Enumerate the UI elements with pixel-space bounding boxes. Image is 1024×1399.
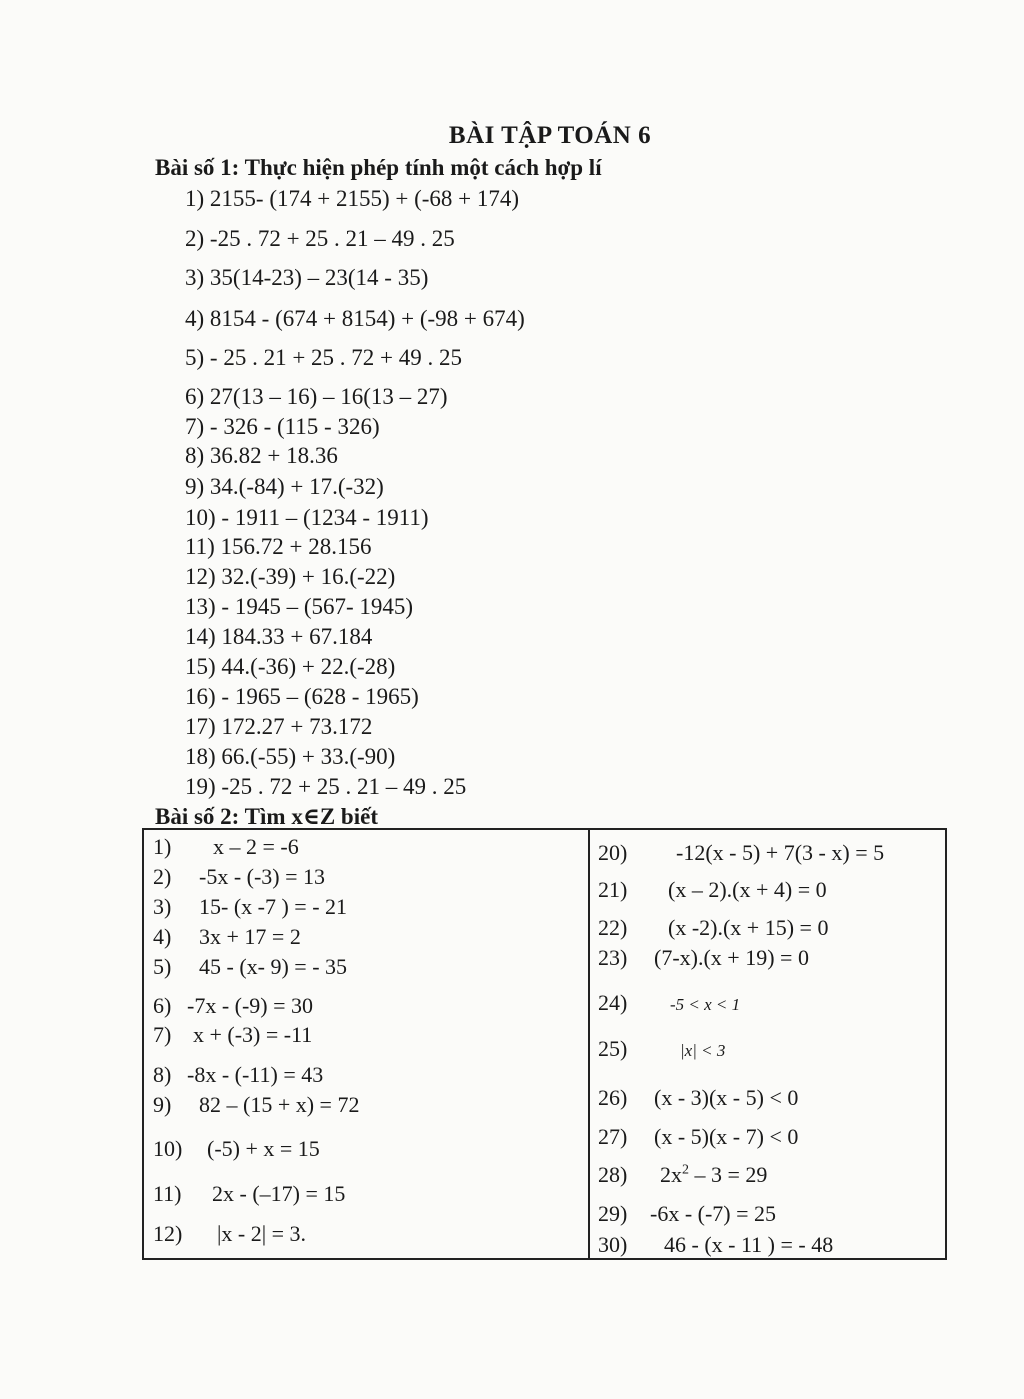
equation-number: 1) — [153, 834, 172, 859]
exponent: 2 — [682, 1162, 689, 1178]
equation-number: 27) — [598, 1124, 628, 1149]
equation-number: 3) — [153, 894, 172, 919]
equation-expression — [660, 1162, 767, 1187]
equation-row — [598, 1124, 798, 1150]
equation-expression: 46 - (x - 11 ) = - 48 — [664, 1232, 834, 1257]
equation-expression: x + (-3) = -11 — [193, 1022, 313, 1047]
equation-number: 5) — [153, 954, 172, 979]
equation-row — [153, 1136, 320, 1162]
exercise1-item: 10) - 1911 – (1234 - 1911) — [185, 505, 429, 530]
equation-number: 22) — [598, 915, 628, 940]
exercise1-item: 15) 44.(-36) + 22.(-28) — [185, 654, 396, 679]
equation-number: 21) — [598, 877, 628, 902]
exercise1-item: 16) - 1965 – (628 - 1965) — [185, 684, 419, 709]
exercise1-item: 4) 8154 - (674 + 8154) + (-98 + 674) — [185, 306, 525, 331]
equation-number: 8) — [153, 1062, 172, 1087]
equation-number: 30) — [598, 1232, 628, 1257]
exercise1-item: 5) - 25 . 21 + 25 . 72 + 49 . 25 — [185, 345, 463, 370]
equation-number: 29) — [598, 1201, 628, 1226]
equation-expression-base: 2x — [660, 1162, 682, 1187]
equation-expression: -8x - (-11) = 43 — [187, 1062, 324, 1087]
equation-number: 11) — [153, 1181, 182, 1206]
equation-expression: 82 – (15 + x) = 72 — [199, 1092, 360, 1117]
equation-row — [153, 834, 299, 860]
section2-heading: Bài số 2: Tìm x∈Z biết — [155, 804, 378, 829]
exercise1-item: 12) 32.(-39) + 16.(-22) — [185, 564, 396, 589]
equation-row — [153, 1092, 359, 1118]
equation-expression: x – 2 = -6 — [213, 834, 299, 859]
equation-row — [153, 1181, 345, 1207]
equation-expression: (x -2).(x + 15) = 0 — [668, 915, 829, 940]
equation-number: 2) — [153, 864, 172, 889]
exercise1-item: 17) 172.27 + 73.172 — [185, 714, 373, 739]
equation-number: 7) — [153, 1022, 172, 1047]
exercise1-item: 11) 156.72 + 28.156 — [185, 534, 372, 559]
equation-number: 25) — [598, 1036, 628, 1061]
equation-expression: |x| < 3 — [680, 1041, 726, 1060]
equation-expression: 45 - (x- 9) = - 35 — [199, 954, 348, 979]
equation-expression: 2x - (–17) = 15 — [212, 1181, 346, 1206]
equation-row — [598, 1162, 767, 1188]
equation-row — [598, 1232, 833, 1258]
equation-row — [153, 1221, 306, 1247]
equation-row — [598, 990, 740, 1016]
equation-expression: -5x - (-3) = 13 — [199, 864, 326, 889]
equation-expression: (7-x).(x + 19) = 0 — [654, 945, 809, 970]
exercise1-item: 19) -25 . 72 + 25 . 21 – 49 . 25 — [185, 774, 467, 799]
table-divider — [588, 828, 590, 1260]
equation-expression: (x - 5)(x - 7) < 0 — [654, 1124, 799, 1149]
equation-number: 28) — [598, 1162, 628, 1187]
equation-expression: -12(x - 5) + 7(3 - x) = 5 — [676, 840, 885, 865]
equation-expression: -7x - (-9) = 30 — [187, 993, 314, 1018]
equation-row — [598, 915, 828, 941]
equation-expression: (x - 3)(x - 5) < 0 — [654, 1085, 799, 1110]
equation-row — [598, 1085, 798, 1111]
equation-row — [153, 954, 347, 980]
equation-row — [598, 1036, 725, 1062]
equation-expression: -6x - (-7) = 25 — [650, 1201, 777, 1226]
equation-row — [598, 1201, 776, 1227]
exercise1-item: 14) 184.33 + 67.184 — [185, 624, 373, 649]
equation-expression: (x – 2).(x + 4) = 0 — [668, 877, 827, 902]
equation-number: 12) — [153, 1221, 183, 1246]
exercise1-item: 7) - 326 - (115 - 326) — [185, 414, 380, 439]
exercise1-item: 13) - 1945 – (567- 1945) — [185, 594, 414, 619]
equation-row — [598, 840, 884, 866]
equation-expression: (-5) + x = 15 — [207, 1136, 320, 1161]
equation-number: 26) — [598, 1085, 628, 1110]
equation-row — [153, 864, 325, 890]
section1-heading: Bài số 1: Thực hiện phép tính một cách hợp lí — [155, 155, 602, 180]
equation-row — [598, 945, 809, 971]
exercise1-item: 9) 34.(-84) + 17.(-32) — [185, 474, 384, 499]
equation-number: 9) — [153, 1092, 172, 1117]
equation-row — [153, 894, 347, 920]
equation-number: 20) — [598, 840, 628, 865]
equation-row — [153, 1022, 312, 1048]
equation-row — [153, 924, 301, 950]
exercise1-item: 2) -25 . 72 + 25 . 21 – 49 . 25 — [185, 226, 455, 251]
exercise1-item: 18) 66.(-55) + 33.(-90) — [185, 744, 396, 769]
equation-number: 4) — [153, 924, 172, 949]
exercise1-item: 3) 35(14-23) – 23(14 - 35) — [185, 265, 429, 290]
equation-number: 6) — [153, 993, 172, 1018]
equation-expression: |x - 2| = 3. — [217, 1221, 307, 1246]
equation-number: 10) — [153, 1136, 183, 1161]
equation-expression-rest: – 3 = 29 — [689, 1162, 768, 1187]
equation-row — [153, 1062, 323, 1088]
equation-number: 24) — [598, 990, 628, 1015]
page-title: BÀI TẬP TOÁN 6 — [448, 122, 652, 149]
equation-row — [153, 993, 313, 1019]
exercise1-item: 1) 2155- (174 + 2155) + (-68 + 174) — [185, 186, 520, 211]
equation-expression: 15- (x -7 ) = - 21 — [199, 894, 348, 919]
equation-expression: -5 < x < 1 — [670, 995, 741, 1014]
equation-expression: 3x + 17 = 2 — [199, 924, 301, 949]
equation-row — [598, 877, 827, 903]
equation-number: 23) — [598, 945, 628, 970]
exercise1-item: 8) 36.82 + 18.36 — [185, 443, 338, 468]
exercise1-item: 6) 27(13 – 16) – 16(13 – 27) — [185, 384, 448, 409]
